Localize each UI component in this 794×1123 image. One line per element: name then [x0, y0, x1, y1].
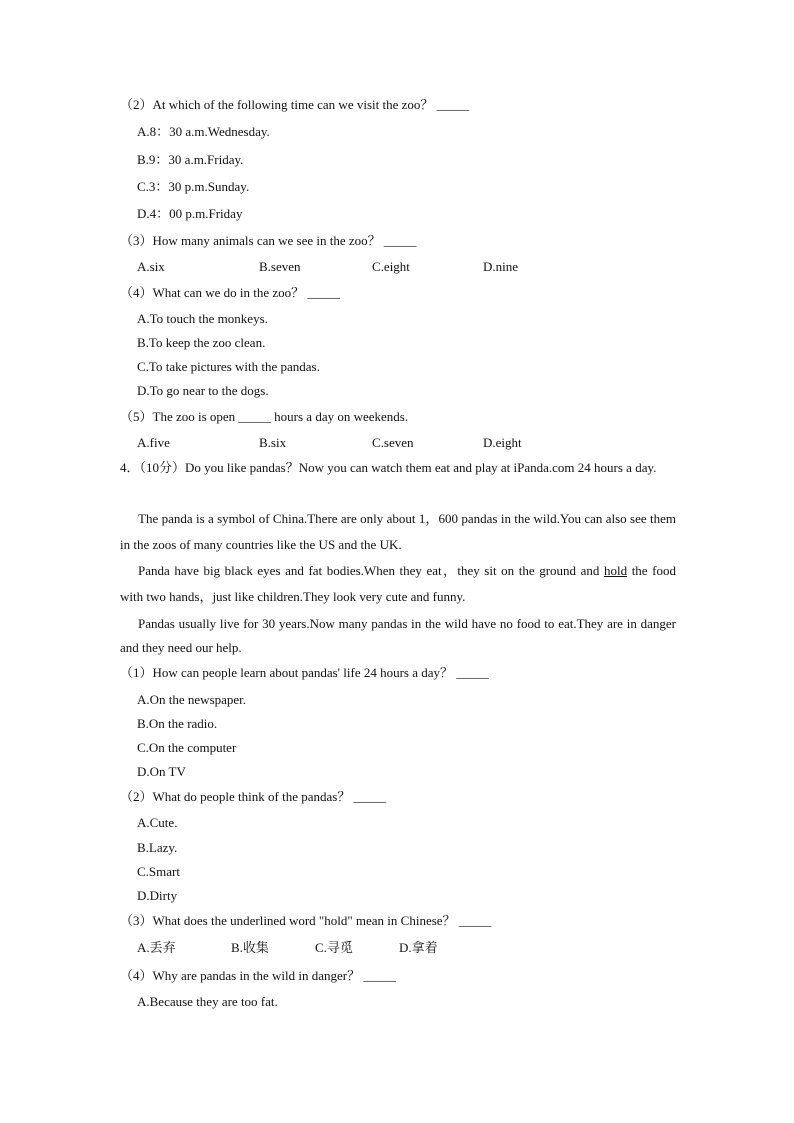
option-c: C.seven [372, 435, 414, 450]
question-3-5: （5）The zoo is open _____ hours a day on weekends. [120, 409, 409, 424]
option-a: A.丢弃 [137, 940, 176, 955]
option-b: B.six [259, 435, 287, 450]
option-a: A.five [137, 435, 170, 450]
option-a: A.8：30 a.m.Wednesday. [137, 124, 270, 139]
option-b: B.seven [259, 259, 301, 274]
option-d: D.Dirty [137, 888, 178, 903]
question-4-intro: 4．（10分）Do you like pandas？Now you can watch them eat and play at iPanda.com 24 hours a day. [120, 460, 657, 475]
question-3-4: （4）What can we do in the zoo？ _____ [120, 285, 340, 300]
option-a: A.Cute. [137, 815, 178, 830]
underlined-word: hold [603, 563, 628, 578]
option-d: D.拿着 [399, 940, 438, 955]
options-row-3-5 [137, 435, 657, 451]
option-d: D.nine [483, 259, 519, 274]
question-4-2: （2）What do people think of the pandas？ _____ [120, 789, 387, 804]
question-3-3: （3）How many animals can we see in the zoo？ _____ [120, 233, 417, 248]
option-b: B.On the radio. [137, 716, 218, 731]
option-b: B.9：30 a.m.Friday. [137, 152, 244, 167]
option-d: D.On TV [137, 764, 186, 779]
option-a: A.On the newspaper. [137, 692, 247, 707]
question-4-3: （3）What does the underlined word "hold" mean in Chinese？ _____ [120, 913, 492, 928]
option-c: C.eight [372, 259, 410, 274]
options-row-3-3 [137, 259, 657, 275]
option-c: C.To take pictures with the pandas. [137, 359, 320, 374]
passage-text: the food with two hands，just like children.They look very cute and funny. [120, 563, 676, 604]
option-c: C.On the computer [137, 740, 237, 755]
option-c: C.寻觅 [315, 940, 353, 955]
option-a: A.Because they are too fat. [137, 994, 278, 1009]
option-b: B.收集 [231, 940, 269, 955]
passage-paragraph-1: The panda is a symbol of China.There are only about 1，600 pandas in the wild.You can also see them in the zoos of many countries like the US and the UK. [120, 511, 676, 552]
option-d: D.To go near to the dogs. [137, 383, 269, 398]
option-a: A.six [137, 259, 165, 274]
question-3-2: （2）At which of the following time can we visit the zoo？ _____ [120, 97, 470, 112]
option-b: B.To keep the zoo clean. [137, 335, 266, 350]
passage-paragraph-3: Pandas usually live for 30 years.Now many pandas in the wild have no food to eat.They are in danger and they need our help. [120, 616, 676, 655]
option-a: A.To touch the monkeys. [137, 311, 268, 326]
option-c: C.3：30 p.m.Sunday. [137, 179, 250, 194]
option-d: D.4：00 p.m.Friday [137, 206, 243, 221]
option-c: C.Smart [137, 864, 180, 879]
options-row-4-3 [137, 940, 557, 956]
option-d: D.eight [483, 435, 522, 450]
question-4-4: （4）Why are pandas in the wild in danger？ _____ [120, 968, 396, 983]
question-4-1: （1）How can people learn about pandas' life 24 hours a day？ _____ [120, 665, 489, 680]
option-b: B.Lazy. [137, 840, 178, 855]
passage-text: Panda have big black eyes and fat bodies.When they eat，they sit on the ground and [138, 563, 604, 578]
passage-paragraph-2 [120, 558, 676, 610]
